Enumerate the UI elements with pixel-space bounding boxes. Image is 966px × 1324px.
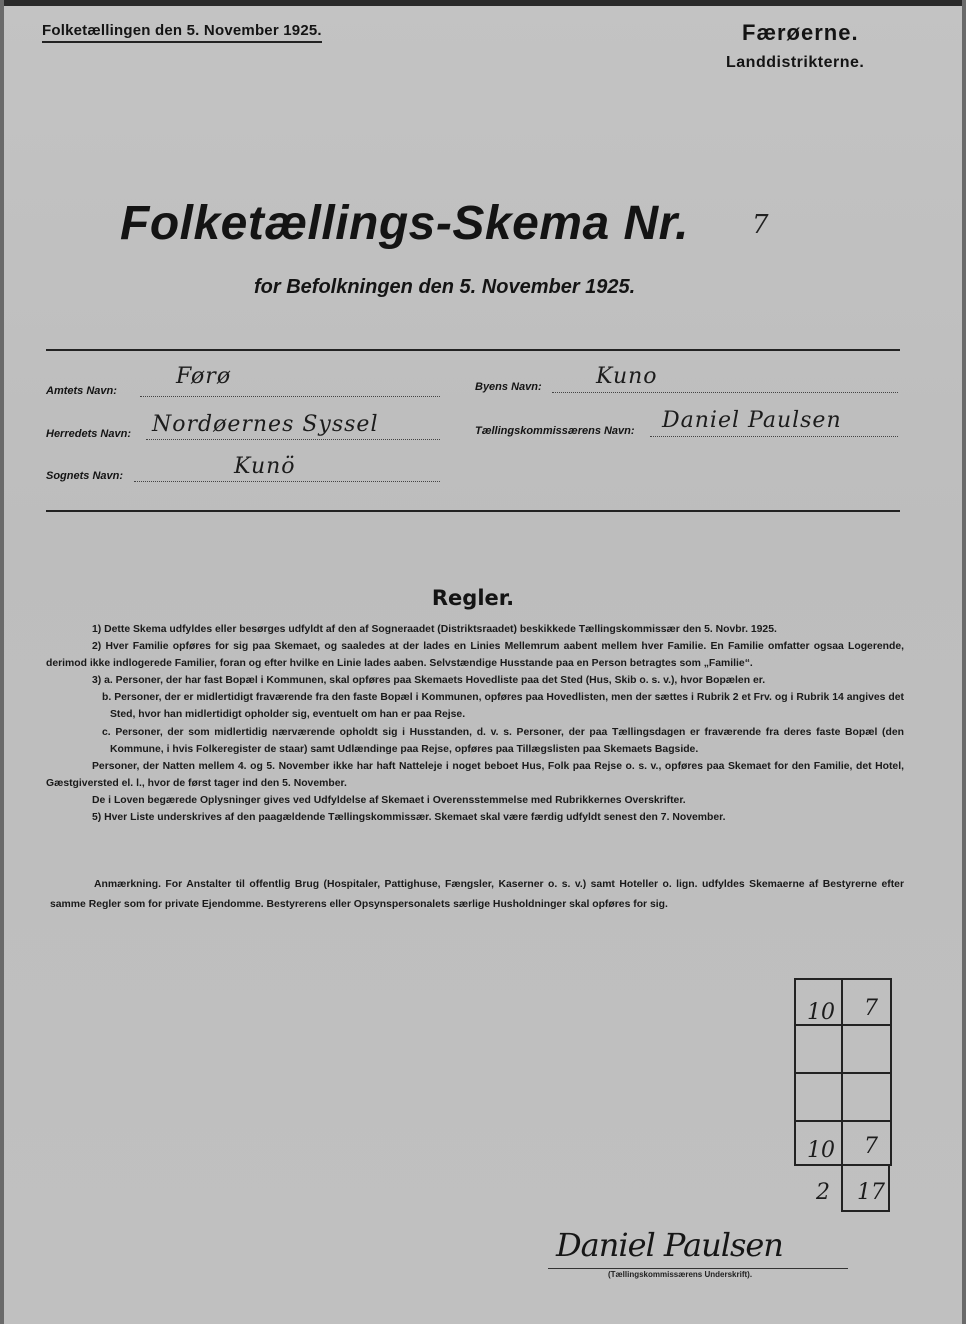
- tally-row-line-2: [794, 1072, 890, 1074]
- rule-1: 1) Dette Skema udfyldes eller besørges udfyldt af den af Sogneraadet (Distriktsraadet) beskikkede Tællingskommissær den 5. Novbr. 1925.: [92, 624, 777, 635]
- tally-r5-left: 2: [816, 1180, 830, 1205]
- scan-edge-top: [0, 0, 966, 6]
- rule-3d: Personer, der Natten mellem 4. og 5. November ikke har haft Natteleje i noget beboet Hus, Folk paa Rejse o. s. v., opføres paa Skemaet for den Familie, det Hotel, Gæstgiversted el. l., hvor de først tager ind den 5. November.: [46, 760, 904, 789]
- form-title: Folketællings-Skema Nr.: [120, 197, 690, 250]
- tally-row-line-5: [842, 1210, 890, 1212]
- rule-3c: c. Personer, der som midlertidig nærværende opholdt sig i Husstanden, d. v. s. Personer, der paa Tællingsdagen er fraværende fra deres faste Bopæl (den Kommune, i hvis Folkeregister de staar) samt Udlændinge paa Rejse, opføres paa Tillægslisten paa Skemaets Bagside.: [102, 726, 904, 755]
- remark: [50, 875, 904, 915]
- rule-4: De i Loven begærede Oplysninger gives ved Udfyldelse af Skemaet i Overensstemmelse med Rubrikkernes Overskrifter.: [92, 794, 686, 806]
- tally-r5-right: 17: [857, 1180, 885, 1205]
- signature-handwritten: Daniel Paulsen: [556, 1226, 783, 1264]
- scan-edge-right: [962, 0, 966, 1324]
- tally-row-line-3: [794, 1120, 890, 1122]
- tally-r4-right: 7: [864, 1134, 878, 1159]
- remark-text: Anmærkning. For Anstalter til offentlig Brug (Hospitaler, Pattighuse, Fængsler, Kaserner o. s. v.) samt Hoteller o. lign. udfyldes Skemaerne af Bestyrerne efter samme Regler som for private Ejendomme. Bestyrerens eller Opsynspersonalets særlige Husholdninger skal opføres for sig.: [50, 879, 904, 910]
- bottom-divider: [46, 510, 900, 512]
- sogn-line: [134, 481, 440, 482]
- census-date-header: Folketællingen den 5. November 1925.: [42, 22, 322, 43]
- district-header: Landdistrikterne.: [726, 54, 865, 71]
- tally-box: [794, 978, 890, 1212]
- scan-edge-left: [0, 0, 4, 1324]
- sogn-value-handwritten: Kunö: [234, 454, 296, 479]
- rule-3a: 3) a. Personer, der har fast Bopæl i Kommunen, skal opføres paa Skemaets Hovedliste paa det Sted (Hus, Skib o. s. v.), hvor Bopælen er.: [92, 675, 766, 687]
- top-divider: [46, 349, 900, 351]
- byens-line: [552, 392, 898, 393]
- tally-r1-right: 7: [864, 996, 878, 1021]
- form-subtitle: for Befolkningen den 5. November 1925.: [254, 276, 636, 298]
- kommissaer-value-handwritten: Daniel Paulsen: [662, 408, 842, 433]
- rules-text: [46, 621, 904, 826]
- rules-heading: Regler.: [431, 586, 515, 610]
- herred-label: Herredets Navn:: [46, 428, 131, 440]
- amt-value-handwritten: Førø: [176, 364, 232, 389]
- signature-caption: (Tællingskommissærens Underskrift).: [608, 1270, 753, 1279]
- byens-label: Byens Navn:: [475, 381, 542, 393]
- form-number-handwritten: 7: [752, 210, 769, 240]
- tally-r4-left: 10: [807, 1138, 835, 1163]
- herred-value-handwritten: Nordøernes Syssel: [152, 412, 379, 437]
- tally-row-line-4: [794, 1164, 890, 1166]
- rule-3b: b. Personer, der er midlertidigt fraværende fra den faste Bopæl i Kommunen, opføres paa Hovedlisten, men der sættes i Rubrik 2 et Frv. og i Rubrik 14 angives det Sted, hvor han midlertidigt opholder sig, eventuelt om han er paa Rejse.: [102, 692, 904, 721]
- rule-2: 2) Hver Familie opføres for sig paa Skemaet, og saaledes at der lades en Linies Mellemrum aabent mellem hver Familie. En Familie omfatter ogsaa Logerende, derimod ikke indlogerede Familier, foran og efter hvilke en Linie lades aaben. Selvstændige Husstande paa en Person betragtes som „Familie“.: [46, 641, 904, 670]
- rule-5: 5) Hver Liste underskrives af den paagældende Tællingskommissær. Skemaet skal være færdig udfyldt senest den 7. November.: [92, 812, 726, 824]
- region-header: Færøerne.: [742, 20, 859, 45]
- amt-label: Amtets Navn:: [46, 385, 117, 397]
- sogn-label: Sognets Navn:: [46, 470, 124, 482]
- byens-value-handwritten: Kuno: [596, 364, 658, 389]
- kommissaer-line: [650, 436, 898, 437]
- tally-r1-left: 10: [807, 1000, 835, 1025]
- herred-line: [146, 439, 440, 440]
- amt-line: [140, 396, 440, 397]
- kommissaer-label: Tællingskommissærens Navn:: [475, 425, 635, 437]
- signature-line: [548, 1268, 848, 1269]
